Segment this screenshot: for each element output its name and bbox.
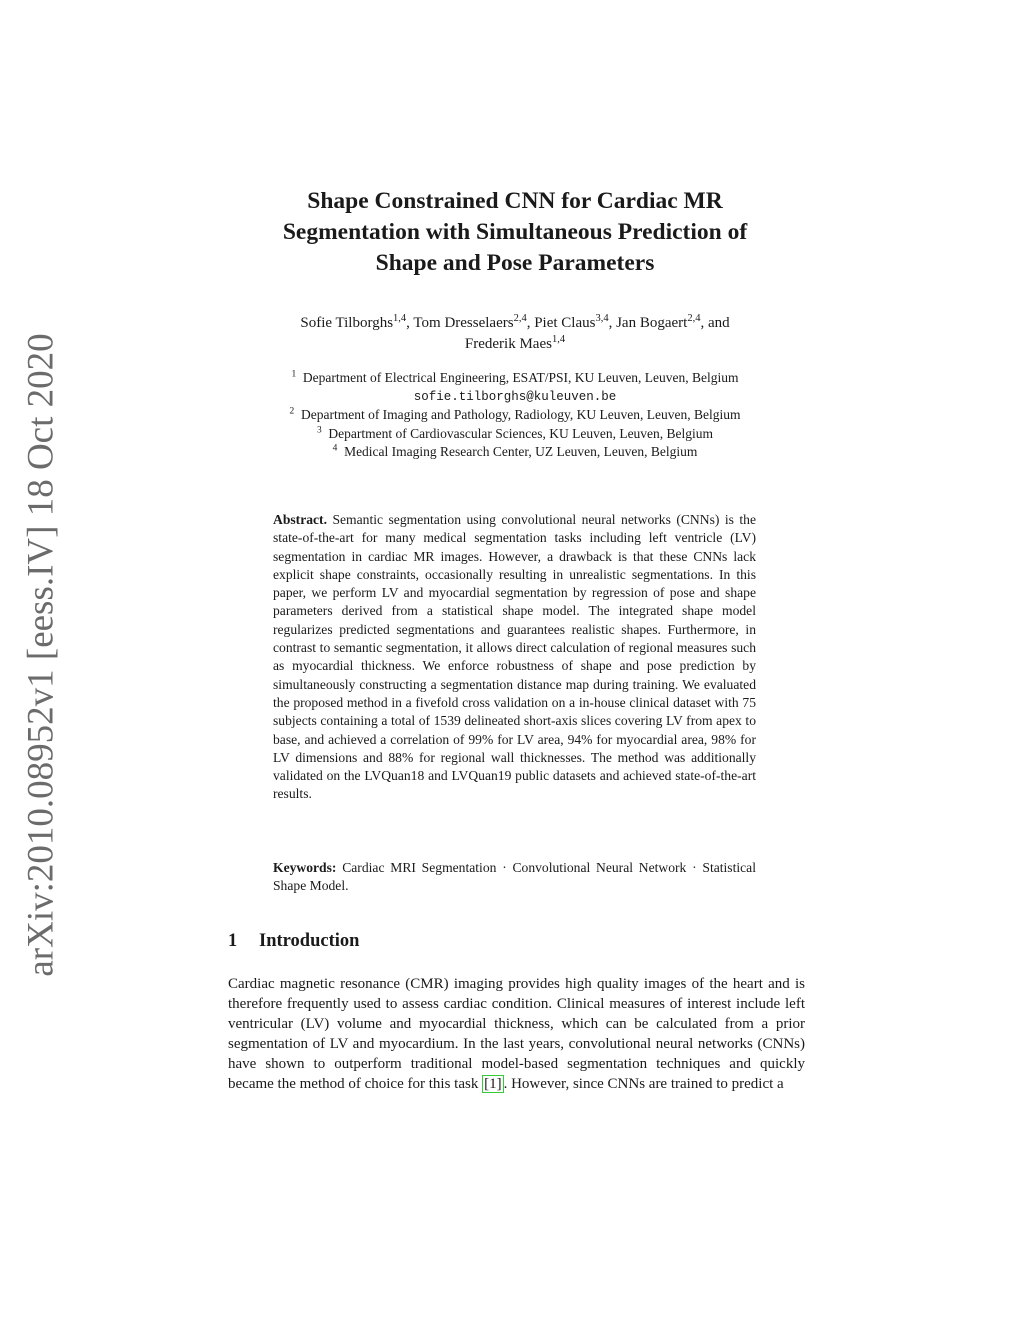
affiliation-list bbox=[200, 369, 830, 462]
section-heading bbox=[228, 931, 359, 952]
affiliation-number: 4 bbox=[332, 443, 338, 454]
paper-title bbox=[200, 186, 830, 279]
keywords-text: Cardiac MRI Segmentation · Convolutional Neural Network · Statistical Shape Model. bbox=[273, 860, 756, 894]
section-number: 1 bbox=[228, 931, 238, 951]
section-title: Introduction bbox=[259, 931, 360, 951]
affiliation-number: 1 bbox=[291, 369, 297, 380]
author-affiliation-mark: 3,4 bbox=[595, 313, 609, 324]
author-name: Tom Dresselaers bbox=[413, 315, 514, 331]
author-separator: , and bbox=[700, 315, 730, 331]
affiliation-item bbox=[200, 425, 830, 444]
abstract-text: Semantic segmentation using convolutional neural networks (CNNs) is the state-of-the-art for many medical segmentation tasks including left ventricle (LV) segmentation in cardiac MR images. However, a drawback is that these CNNs lack explicit shape constraints, occasionally resulting in unrealistic segmentations. In this paper, we perform LV and myocardial segmentation by regression of pose and shape parameters derived from a statistical shape model. The integrated shape model regularizes predicted segmentations and guarantees realistic shapes. Furthermore, in contrast to semantic segmentation, it allows direct calculation of regional measures such as myocardial thickness. We enforce robustness of shape and pose prediction by simultaneously constructing a segmentation distance map during training. We evaluated the proposed method in a fivefold cross validation on a in-house clinical dataset with 75 subjects containing a total of 1539 delineated short-axis slices covering LV from apex to base, and achieved a correlation of 99% for LV area, 94% for myocardial area, 98% for LV dimensions and 88% for regional wall thicknesses. The method was additionally validated on the LVQuan18 and LVQuan19 public datasets and achieved state-of-the-art results. bbox=[273, 512, 756, 802]
author-name: Jan Bogaert bbox=[616, 315, 688, 331]
affiliation-text: Department of Cardiovascular Sciences, KU Leuven, Leuven, Belgium bbox=[328, 425, 714, 441]
abstract-label: Abstract. bbox=[273, 512, 327, 527]
intro-text-continued: . However, since CNNs are trained to predict a bbox=[503, 1076, 784, 1092]
author-name: Piet Claus bbox=[534, 315, 596, 331]
affiliation-item bbox=[200, 369, 830, 388]
author-name: Sofie Tilborghs bbox=[300, 315, 394, 331]
affiliation-text: Department of Imaging and Pathology, Radiology, KU Leuven, Leuven, Belgium bbox=[300, 407, 741, 423]
citation-link[interactable]: [1] bbox=[484, 1076, 502, 1092]
arxiv-identifier-stamp: arXiv:2010.08952v1 [eess.IV] 18 Oct 2020 bbox=[20, 333, 62, 977]
title-line: Segmentation with Simultaneous Prediction of bbox=[282, 219, 748, 245]
affiliation-item bbox=[200, 443, 830, 462]
title-line: Shape Constrained CNN for Cardiac MR bbox=[307, 188, 723, 214]
author-affiliation-mark: 1,4 bbox=[393, 313, 407, 324]
author-separator: , bbox=[406, 315, 414, 331]
keywords-block bbox=[273, 859, 756, 896]
abstract-block bbox=[273, 511, 756, 804]
author-affiliation-mark: 2,4 bbox=[687, 313, 701, 324]
contact-email: sofie.tilborghs@kuleuven.be bbox=[413, 389, 617, 404]
affiliation-number: 2 bbox=[289, 406, 295, 417]
affiliation-text: Department of Electrical Engineering, ESAT/PSI, KU Leuven, Leuven, Belgium bbox=[302, 370, 739, 385]
author-name: Frederik Maes bbox=[464, 336, 552, 352]
keywords-label: Keywords: bbox=[273, 860, 337, 875]
affiliation-item bbox=[200, 406, 830, 425]
author-list bbox=[200, 313, 830, 355]
author-separator: , bbox=[526, 315, 535, 331]
title-line: Shape and Pose Parameters bbox=[375, 250, 655, 276]
intro-text: Cardiac magnetic resonance (CMR) imaging provides high quality images of the heart and is therefore frequently used to assess cardiac condition. Clinical measures of interest include left ventricular (LV) volume and myocardial thickness, which can be calculated from a prior segmentation of LV and myocardium. In the last years, convolutional neural networks (CNNs) have shown to outperform traditional model-based segmentation techniques and quickly became the method of choice for this task bbox=[228, 976, 805, 1092]
author-affiliation-mark: 2,4 bbox=[513, 313, 527, 324]
citation-number: 1 bbox=[489, 1076, 497, 1092]
author-separator: , bbox=[608, 315, 617, 331]
affiliation-text: Medical Imaging Research Center, UZ Leuven, Leuven, Belgium bbox=[344, 444, 698, 460]
author-affiliation-mark: 1,4 bbox=[551, 334, 566, 345]
affiliation-number: 3 bbox=[316, 425, 322, 436]
introduction-paragraph bbox=[228, 974, 805, 1094]
